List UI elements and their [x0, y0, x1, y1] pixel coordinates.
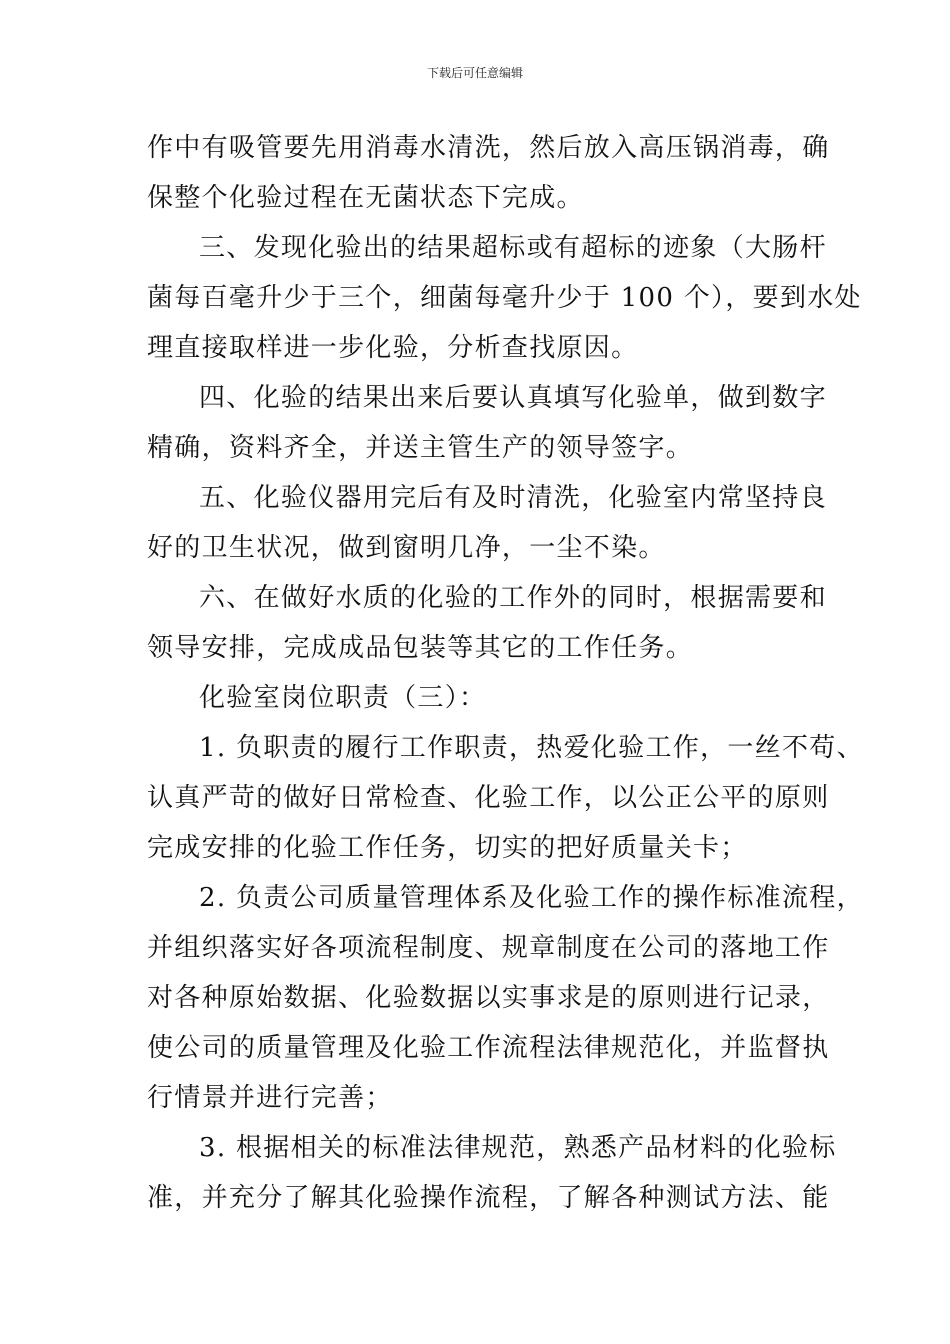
section-heading: 化验室岗位职责（三）：	[199, 683, 487, 713]
text-line: 五、化验仪器用完后有及时清洗，化验室内常坚持良	[199, 483, 827, 513]
text-line: 3. 根据相关的标准法律规范，熟悉产品材料的化验标	[199, 1133, 837, 1163]
text-line: 对各种原始数据、化验数据以实事求是的原则进行记录，	[147, 983, 830, 1013]
text-line: 准，并充分了解其化验操作流程，了解各种测试方法、能	[147, 1183, 830, 1213]
text-line: 好的卫生状况，做到窗明几净，一尘不染。	[147, 533, 666, 563]
text-line: 并组织落实好各项流程制度、规章制度在公司的落地工作	[147, 933, 830, 963]
text-line: 使公司的质量管理及化验工作流程法律规范化，并监督执	[147, 1033, 830, 1063]
text-line: 完成安排的化验工作任务，切实的把好质量关卡；	[147, 833, 748, 863]
text-line: 理直接取样进一步化验，分析查找原因。	[147, 333, 639, 363]
text-line: 精确，资料齐全，并送主管生产的领导签字。	[147, 433, 694, 463]
text-line: 六、在做好水质的化验的工作外的同时，根据需要和	[199, 583, 827, 613]
text-line: 四、化验的结果出来后要认真填写化验单，做到数字	[199, 383, 827, 413]
page-header-note: 下载后可任意编辑	[426, 66, 523, 80]
text-line: 领导安排，完成成品包装等其它的工作任务。	[147, 633, 694, 663]
text-line: 2. 负责公司质量管理体系及化验工作的操作标准流程，	[199, 883, 864, 913]
text-line: 保整个化验过程在无菌状态下完成。	[147, 183, 584, 213]
text-line: 菌每百毫升少于三个，细菌每毫升少于 100 个），要到水处	[147, 283, 862, 313]
text-line: 行情景并进行完善；	[147, 1083, 393, 1113]
text-line: 三、发现化验出的结果超标或有超标的迹象（大肠杆	[199, 233, 827, 263]
text-line: 1. 负职责的履行工作职责，热爱化验工作，一丝不苟、	[199, 733, 864, 763]
text-line: 认真严苛的做好日常检查、化验工作，以公正公平的原则	[147, 783, 830, 813]
text-line: 作中有吸管要先用消毒水清洗，然后放入高压锅消毒，确	[147, 133, 830, 163]
